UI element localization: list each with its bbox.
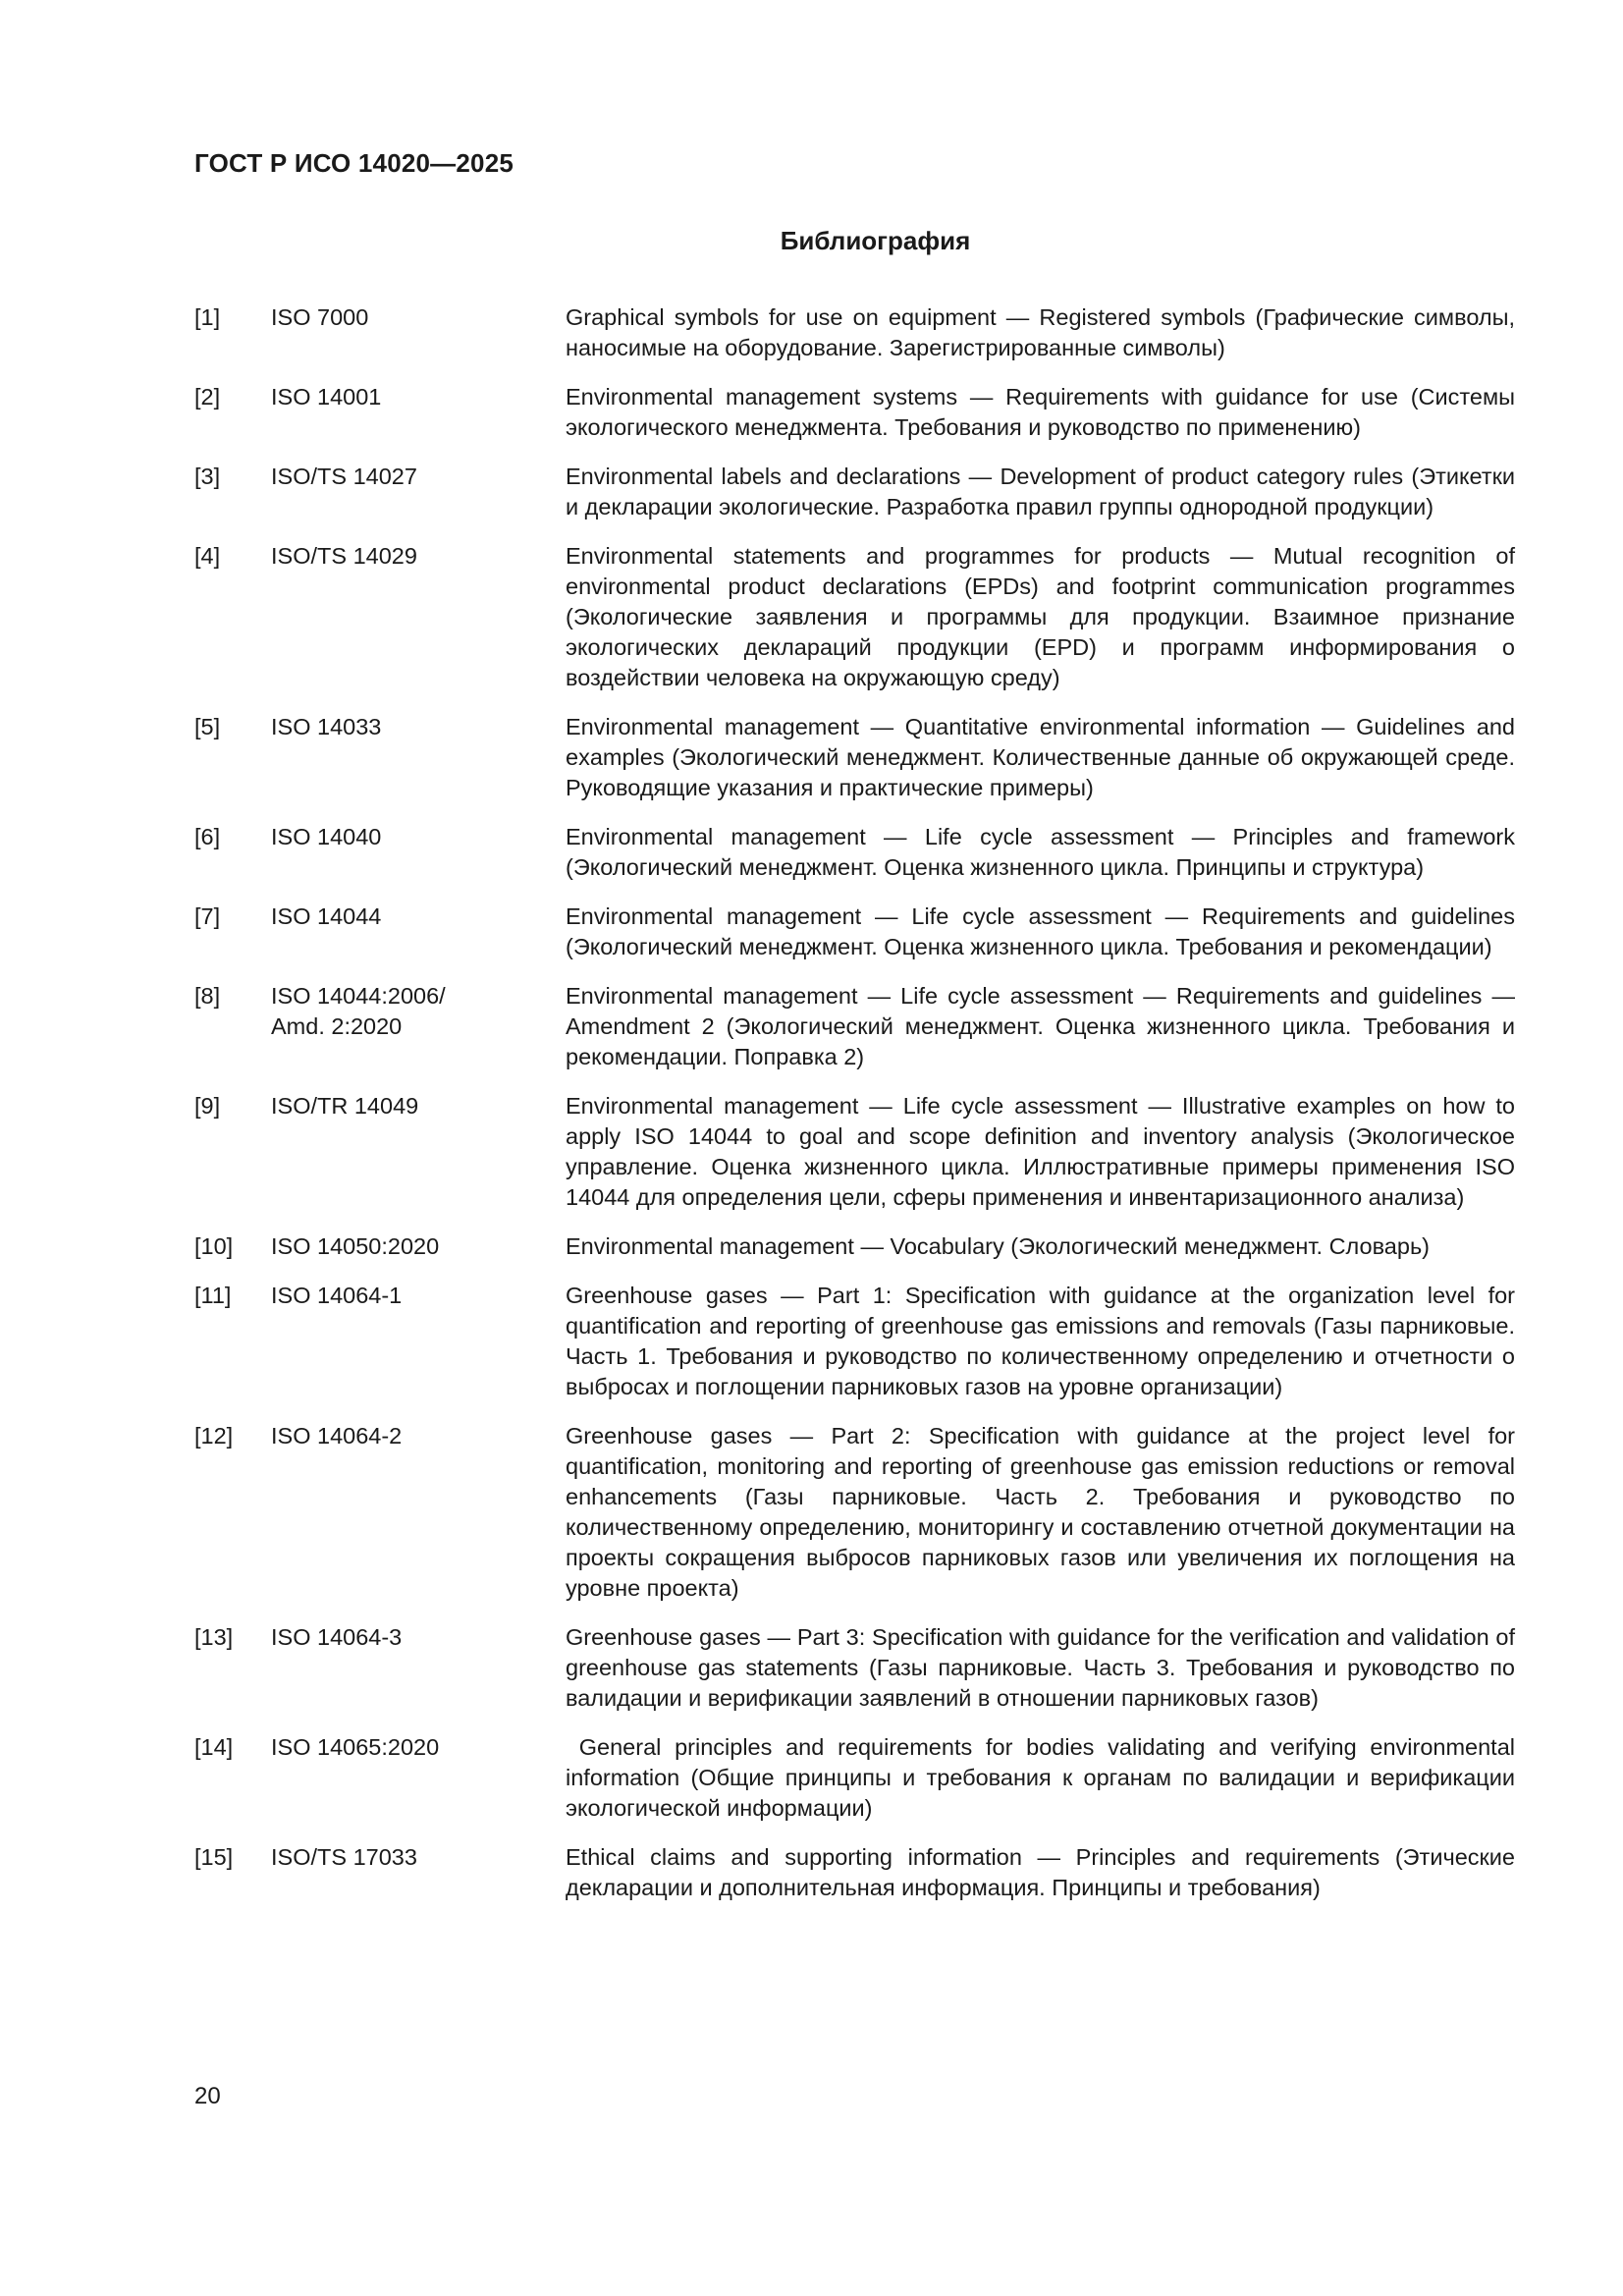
entry-title: Environmental management — Life cycle assessment — Requirements and guidelines (Экологический менеджмент. Оценка жизненного цикла. Требования и рекомендации) xyxy=(566,903,1515,959)
entry-number: [10] xyxy=(194,1233,234,1259)
entry-title: Graphical symbols for use on equipment — Registered symbols (Графические символы, наносимые на оборудование. Зарегистрированные символы) xyxy=(566,304,1515,360)
bibliography-entry xyxy=(194,1281,1515,1402)
section-title: Библиография xyxy=(780,226,971,255)
entry-number: [4] xyxy=(194,543,221,569)
bibliography-entry xyxy=(194,981,1515,1072)
entry-number: [12] xyxy=(194,1423,234,1449)
bibliography-entry xyxy=(194,1231,1515,1262)
entry-title: General principles and requirements for bodies validating and verifying environmental information (Общие принципы и требования к органам по валидации и верификации экологической информации) xyxy=(566,1734,1522,1821)
entry-standard-code: ISO 14001 xyxy=(271,384,382,410)
bibliography-list xyxy=(194,302,1522,1903)
entry-title: Environmental management systems — Requirements with guidance for use (Системы экологического менеджмента. Требования и руководство по применению) xyxy=(566,384,1515,440)
entry-title: Ethical claims and supporting information — Principles and requirements (Этические декларации и дополнительная информация. Принципы и требования) xyxy=(566,1844,1515,1900)
entry-number: [3] xyxy=(194,464,221,489)
entry-standard-code xyxy=(271,981,566,1042)
entry-standard-code: ISO/TS 17033 xyxy=(271,1844,417,1870)
bibliography-entry xyxy=(194,1622,1515,1714)
entry-standard-code: ISO 14064-3 xyxy=(271,1624,403,1650)
bibliography-entry xyxy=(194,822,1515,883)
entry-standard-code: ISO 14040 xyxy=(271,824,382,849)
entry-number: [1] xyxy=(194,304,221,330)
entry-number: [11] xyxy=(194,1283,232,1308)
entry-title: Environmental management — Life cycle assessment — Requirements and guidelines — Amendment 2 (Экологический менеджмент. Оценка жизненного цикла. Требования и рекомендации. Поправка 2) xyxy=(566,983,1515,1069)
entry-standard-code: ISO/TR 14049 xyxy=(271,1093,419,1119)
entry-title: Environmental management — Quantitative environmental information — Guidelines and examples (Экологический менеджмент. Количественные данные об окружающей среде. Руководящие указания и практические примеры) xyxy=(566,714,1515,800)
entry-number: [15] xyxy=(194,1844,234,1870)
entry-standard-code: ISO 14065:2020 xyxy=(271,1734,440,1760)
entry-standard-code-line: ISO 14044:2006/ xyxy=(271,983,446,1009)
entry-standard-code: ISO/TS 14029 xyxy=(271,543,417,569)
entry-title: Environmental statements and programmes for products — Mutual recognition of environmental product declarations (EPDs) and footprint communication programmes (Экологические заявления и программы для продукции. Взаимное признание экологических деклараций продукции (EPD) и программ информирования о воздействии человека на окружающую среду) xyxy=(566,543,1515,690)
bibliography-entry xyxy=(194,1091,1515,1213)
bibliography-entry xyxy=(194,712,1515,803)
entry-title: Environmental management — Life cycle assessment — Illustrative examples on how to apply ISO 14044 to goal and scope definition and inventory analysis (Экологическое управление. Оценка жизненного цикла. Иллюстративные примеры применения ISO 14044 для определения цели, сферы применения и инвентаризационного анализа) xyxy=(566,1093,1515,1210)
entry-title: Environmental management — Vocabulary (Экологический менеджмент. Словарь) xyxy=(566,1233,1431,1259)
entry-standard-code: ISO 14044 xyxy=(271,903,382,929)
bibliography-entry xyxy=(194,902,1515,962)
bibliography-entry xyxy=(194,382,1515,443)
entry-title: Greenhouse gases — Part 2: Specification with guidance at the project level for quantification, monitoring and reporting of greenhouse gas emission reductions or removal enhancements (Газы парниковые. Часть 2. Требования и руководство по количественному определению, мониторингу и составлению отчетной документации на проекты сокращения выбросов парниковых газов или увеличения их поглощения на уровне проекта) xyxy=(566,1423,1515,1601)
entry-standard-code: ISO/TS 14027 xyxy=(271,464,417,489)
bibliography-entry xyxy=(194,302,1515,363)
bibliography-entry xyxy=(194,1732,1522,1824)
entry-standard-code: ISO 14064-1 xyxy=(271,1283,403,1308)
entry-title: Environmental management — Life cycle assessment — Principles and framework (Экологический менеджмент. Оценка жизненного цикла. Принципы и структура) xyxy=(566,824,1515,880)
entry-number: [9] xyxy=(194,1093,221,1119)
entry-number: [2] xyxy=(194,384,221,410)
entry-number: [13] xyxy=(194,1624,234,1650)
entry-standard-code: ISO 14064-2 xyxy=(271,1423,403,1449)
entry-title: Environmental labels and declarations — Development of product category rules (Этикетки и декларации экологические. Разработка правил группы однородной продукции) xyxy=(566,464,1515,519)
entry-number: [7] xyxy=(194,903,221,929)
entry-number: [8] xyxy=(194,983,221,1009)
bibliography-entry xyxy=(194,541,1515,693)
entry-standard-code: ISO 14050:2020 xyxy=(271,1233,440,1259)
entry-standard-code: ISO 7000 xyxy=(271,304,369,330)
entry-standard-code-line: Amd. 2:2020 xyxy=(271,1013,403,1039)
document-code-header: ГОСТ Р ИСО 14020—2025 xyxy=(194,148,514,178)
entry-number: [5] xyxy=(194,714,221,739)
entry-number: [6] xyxy=(194,824,221,849)
entry-standard-code: ISO 14033 xyxy=(271,714,382,739)
page-number: 20 xyxy=(194,2083,221,2109)
entry-title: Greenhouse gases — Part 1: Specification with guidance at the organization level for quantification and reporting of greenhouse gas emissions and removals (Газы парниковые. Часть 1. Требования и руководство по количественному определению и отчетности о выбросах и поглощении парниковых газов на уровне организации) xyxy=(566,1283,1515,1399)
bibliography-entry xyxy=(194,1421,1515,1604)
entry-title: Greenhouse gases — Part 3: Specification with guidance for the verification and validation of greenhouse gas statements (Газы парниковые. Часть 3. Требования и руководство по валидации и верификации заявлений в отношении парниковых газов) xyxy=(566,1624,1515,1711)
bibliography-entry xyxy=(194,462,1515,522)
bibliography-entry xyxy=(194,1842,1515,1903)
entry-number: [14] xyxy=(194,1734,234,1760)
